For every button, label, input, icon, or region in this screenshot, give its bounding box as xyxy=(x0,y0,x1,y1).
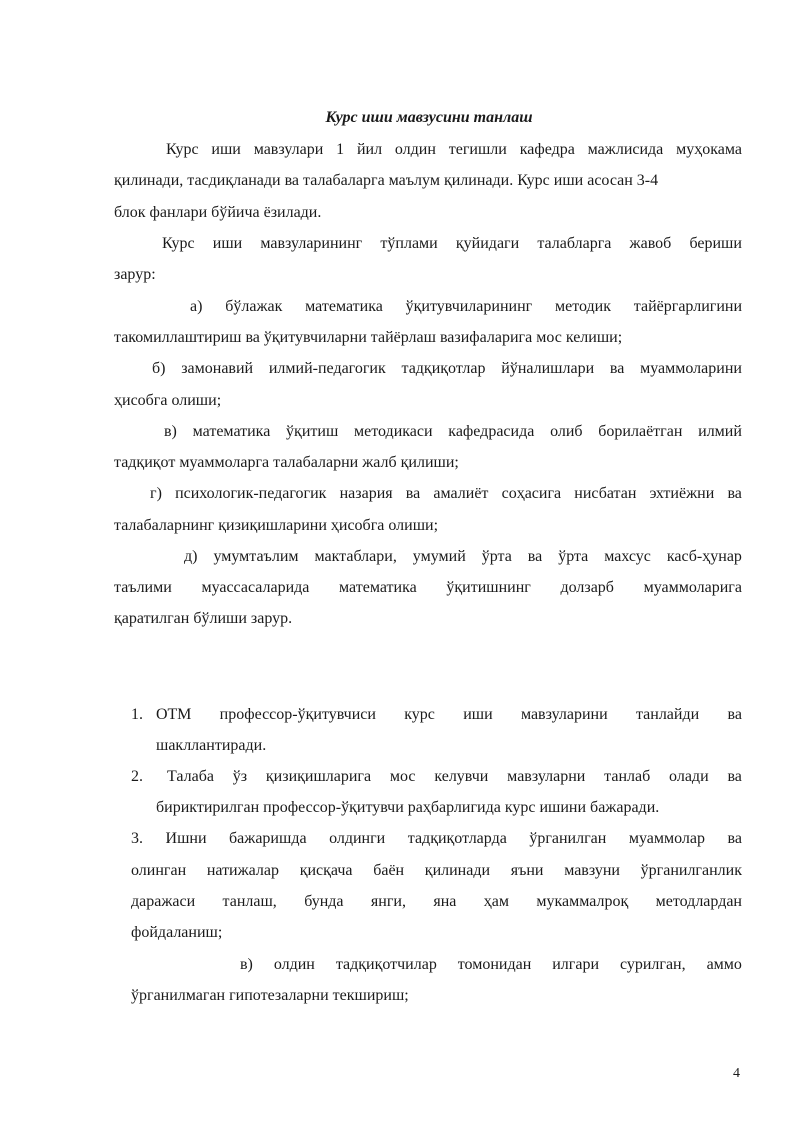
word: ва xyxy=(609,360,625,377)
word: г) xyxy=(150,485,162,502)
word: йил xyxy=(356,141,383,158)
word: мавзулари xyxy=(253,141,324,158)
word: математика xyxy=(305,298,383,315)
word: сурилган, xyxy=(619,956,686,973)
word: томонидан xyxy=(457,956,532,973)
word: борилаётган xyxy=(598,423,683,440)
word: мос xyxy=(389,768,416,785)
word: яна xyxy=(433,893,457,910)
item-v2-line-1 xyxy=(240,955,742,975)
word: келувчи xyxy=(434,768,489,785)
word: эхтиёжни xyxy=(649,485,715,502)
word: қуйидаги xyxy=(455,235,520,252)
word: математика xyxy=(339,579,417,596)
word: баён xyxy=(373,862,405,879)
word: натижалар xyxy=(206,862,279,879)
word: назария xyxy=(339,485,393,502)
word: мактаблари, xyxy=(314,548,397,565)
word: тадқиқотлар xyxy=(401,360,486,377)
word: психологик-педагогик xyxy=(175,485,327,502)
paragraph-1-line-2: қилинади, тасдиқланади ва талабаларга маълум қилинади. Курс иши асосан 3-4 xyxy=(114,172,659,189)
word: курс xyxy=(404,706,435,723)
word: ва xyxy=(727,485,742,502)
item-d-line-1 xyxy=(184,547,742,567)
word: ўқитувчиларининг xyxy=(405,298,533,315)
item-b-line-2: ҳисобга олиши; xyxy=(114,392,222,409)
word: янги, xyxy=(370,893,406,910)
word: олиб xyxy=(550,423,583,440)
word: Курс xyxy=(162,235,195,252)
word: бериши xyxy=(689,235,742,252)
list-item-3-line-1 xyxy=(131,829,742,849)
word: қилинади xyxy=(424,862,491,879)
list-item-3-line-2 xyxy=(131,861,742,881)
word: олдин xyxy=(394,141,436,158)
item-v-line-1 xyxy=(164,422,742,442)
page-number: 4 xyxy=(733,1066,740,1081)
word: йўналишлари xyxy=(501,360,595,377)
word: касб-ҳунар xyxy=(666,548,742,565)
word: 3. xyxy=(131,830,143,847)
word: математика xyxy=(192,423,271,440)
word: даражаси xyxy=(131,893,196,910)
word: қисқача xyxy=(299,862,353,879)
item-v2-line-2: ўрганилмаган гипотезаларни текшириш; xyxy=(131,987,409,1004)
item-g-line-1 xyxy=(150,484,742,504)
word: ўқитиш xyxy=(286,423,339,440)
word: 1 xyxy=(336,141,345,158)
word: ва xyxy=(727,706,742,723)
word: кафедра xyxy=(519,141,575,158)
word: илмий-педагогик xyxy=(268,360,386,377)
word: нисбатан xyxy=(574,485,637,502)
item-d-line-2 xyxy=(114,578,742,598)
item-a-line-2: такомиллаштириш ва ўқитувчиларни тайёрлаш вазифаларига мос келиши; xyxy=(114,329,623,346)
item-g-line-2: талабаларнинг қизиқишларини ҳисобга олиши; xyxy=(114,517,439,534)
item-d-line-3: қаратилган бўлиши зарур. xyxy=(114,610,293,627)
word: методик xyxy=(554,298,612,315)
word: ва xyxy=(405,485,421,502)
word: профессор-ўқитувчиси xyxy=(219,706,376,723)
word: тўплами xyxy=(380,235,438,252)
word: бунда xyxy=(304,893,344,910)
word: жавоб xyxy=(629,235,672,252)
paragraph-1-line-3: блок фанлари бўйича ёзилади. xyxy=(114,204,322,221)
word: ўз xyxy=(232,768,248,785)
word: д) xyxy=(184,548,198,565)
word: муассасаларида xyxy=(201,579,310,596)
item-b-line-1 xyxy=(152,359,742,379)
word: ОТМ xyxy=(156,706,192,723)
word: Курс xyxy=(166,141,199,158)
word: танлаб xyxy=(604,768,651,785)
list-number-1: 1. xyxy=(131,706,143,723)
word: муаммоларини xyxy=(640,360,742,377)
word: замонавий xyxy=(181,360,254,377)
word: умумтаълим xyxy=(213,548,299,565)
word: бўлажак xyxy=(225,298,283,315)
word: олдинги xyxy=(329,830,386,847)
paragraph-1-line-1 xyxy=(166,140,742,160)
word: ва xyxy=(727,830,742,847)
word: илгари xyxy=(552,956,600,973)
item-v-line-2: тадқиқот муаммоларга талабаларни жалб қилиши; xyxy=(114,454,459,471)
word: в) xyxy=(240,956,253,973)
word: тадқиқотчилар xyxy=(335,956,437,973)
word: Ишни xyxy=(165,830,207,847)
word: олади xyxy=(669,768,709,785)
word: ўрганилганлик xyxy=(640,862,742,879)
word: ҳам xyxy=(483,893,509,910)
word: методлардан xyxy=(655,893,742,910)
word: олинган xyxy=(131,862,187,879)
word: бажаришда xyxy=(229,830,307,847)
word: мажлисида xyxy=(587,141,664,158)
word: методикаси xyxy=(354,423,433,440)
page-title: Курс иши мавзусини танлаш xyxy=(325,109,533,126)
word: ўқитишнинг xyxy=(446,579,531,596)
list-number-2: 2. xyxy=(131,768,143,785)
item-a-line-1 xyxy=(190,297,742,317)
word: иши xyxy=(463,706,493,723)
paragraph-2-line-1 xyxy=(162,234,742,254)
word: яъни xyxy=(510,862,544,879)
list-item-1-line-1 xyxy=(156,705,742,725)
word: тегишли xyxy=(448,141,507,158)
paragraph-2-line-2: зарур: xyxy=(114,266,156,283)
word: махсус xyxy=(604,548,651,565)
word: долзарб xyxy=(560,579,614,596)
word: илмий xyxy=(698,423,742,440)
word: танлайди xyxy=(635,706,700,723)
word: таълими xyxy=(114,579,172,596)
word: тадқиқотларда xyxy=(407,830,507,847)
word: мавзуларини xyxy=(520,706,608,723)
word: б) xyxy=(152,360,166,377)
word: муаммоларига xyxy=(643,579,742,596)
word: қизиқишларига xyxy=(265,768,372,785)
word: талабларга xyxy=(537,235,612,252)
word: олдин xyxy=(273,956,315,973)
word: муаммолар xyxy=(628,830,705,847)
word: а) xyxy=(190,298,203,315)
word: муҳокама xyxy=(676,141,742,158)
word: танлаш, xyxy=(222,893,277,910)
word: Талаба xyxy=(167,768,214,785)
list-item-3-line-3 xyxy=(131,892,742,912)
word: ўрта xyxy=(558,548,589,565)
list-item-2-line-2: бириктирилган профессор-ўқитувчи раҳбарлигида курс ишини бажаради. xyxy=(156,799,660,816)
word: ва xyxy=(527,548,543,565)
word: мавзуни xyxy=(564,862,620,879)
word: аммо xyxy=(706,956,742,973)
word: кафедрасида xyxy=(448,423,535,440)
word: ва xyxy=(727,768,742,785)
word: амалиёт xyxy=(433,485,489,502)
list-item-2-line-1 xyxy=(167,767,742,787)
word: соҳасига xyxy=(501,485,562,502)
word: иши xyxy=(212,235,243,252)
word: тайёргарлигини xyxy=(633,298,742,315)
word: умумий xyxy=(412,548,466,565)
word: мукаммалроқ xyxy=(536,893,629,910)
list-item-3-line-4: фойдаланиш; xyxy=(131,924,223,941)
word: в) xyxy=(164,423,177,440)
word: иши xyxy=(211,141,241,158)
word: мавзуларининг xyxy=(260,235,363,252)
list-item-1-line-2: шакллантиради. xyxy=(156,737,267,754)
word: мавзуларни xyxy=(507,768,586,785)
word: ўрта xyxy=(481,548,512,565)
word: ўрганилган xyxy=(529,830,607,847)
